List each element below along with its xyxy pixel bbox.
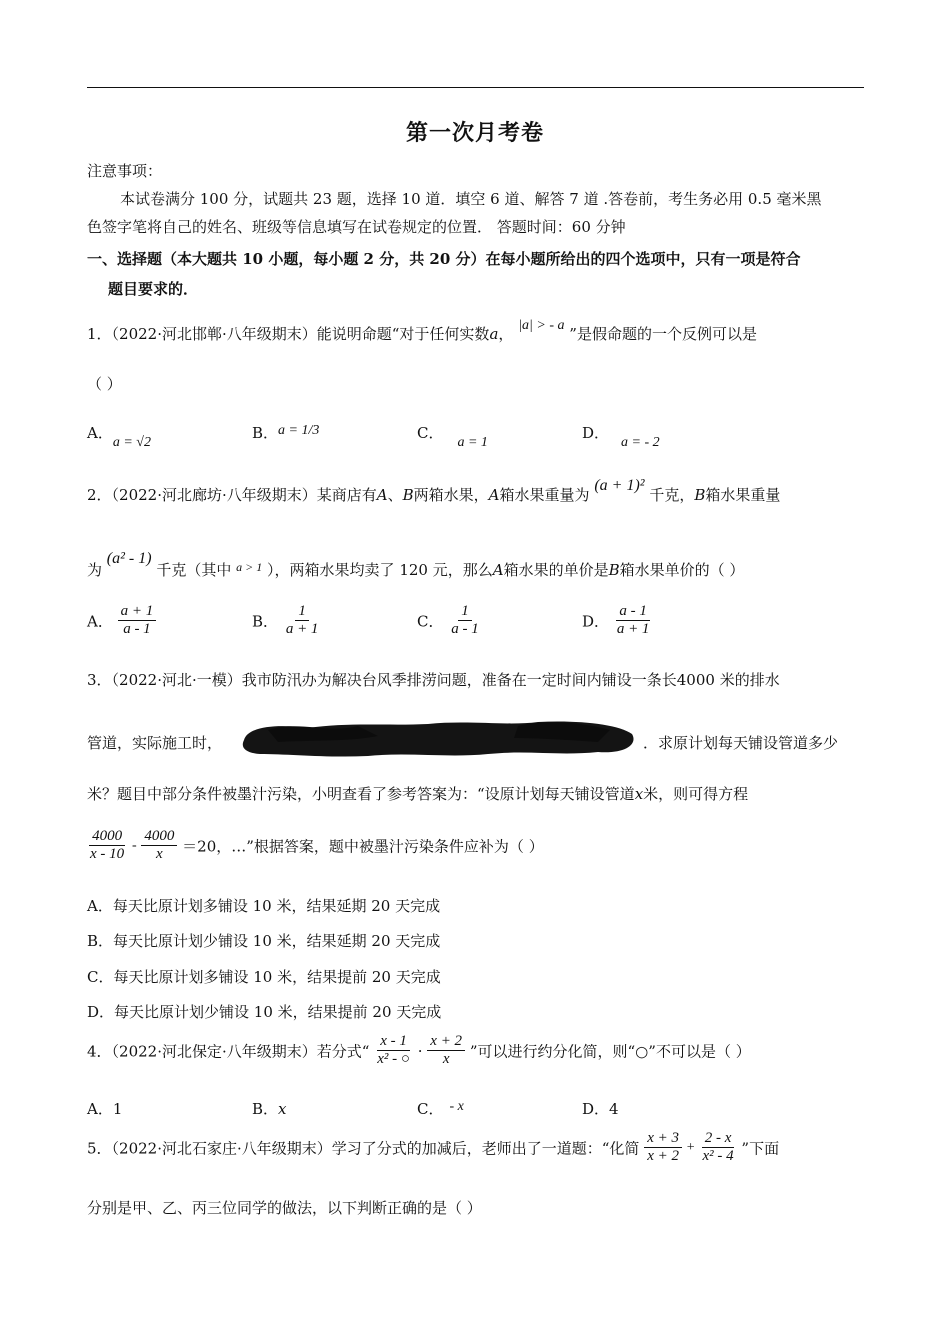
q4-fraction-1: $\frac{x - 1}{\text{x² - ○}}$ xyxy=(377,1033,410,1068)
question-3-stem-line-1: 3．（2022·河北·一模）我市防汛办为解决台风季排涝问题，准备在一定时间内铺设一条长4000 米的排水 xyxy=(87,671,780,689)
q3-option-d: D．每天比原计划少铺设 10 米，结果提前 20 天完成 xyxy=(87,1003,442,1021)
question-2-stem-line-1: 2．（2022·河北廊坊·八年级期末）某商店有A、B两箱水果，A箱水果重量为 (a + 1)² 千克，B箱水果重量 xyxy=(87,477,781,504)
q3-fraction-1: $\frac{4000}{x - 10}$ xyxy=(90,828,125,863)
page-title: 第一次月考卷 xyxy=(405,120,544,146)
q1-option-d: D．a = - 2 xyxy=(582,424,660,450)
q5-fraction-2: $\frac{2 - x}{\text{x² - 4}}$ xyxy=(702,1130,734,1165)
q3-option-a: A．每天比原计划多铺设 10 米，结果延期 20 天完成 xyxy=(87,897,441,915)
section-heading-line-1: 一、选择题（本大题共 10 小题，每小题 2 分，共 20 分）在每小题所给出的四个选项中，只有一项是符合 xyxy=(87,250,801,268)
question-3-stem-line-3: 米？题目中部分条件被墨汁污染，小明查看了参考答案为：“设原计划每天铺设管道x米，则可得方程 xyxy=(87,785,749,803)
ink-stain-image xyxy=(238,716,638,760)
notice-heading: 注意事项： xyxy=(87,162,163,180)
q3-option-c: C．每天比原计划多铺设 10 米，结果提前 20 天完成 xyxy=(87,968,441,986)
q3-option-b: B．每天比原计划少铺设 10 米，结果延期 20 天完成 xyxy=(87,932,441,950)
notice-line-2: 色签字笔将自己的姓名、班级等信息填写在试卷规定的位置． 答题时间：60 分钟 xyxy=(87,218,626,236)
q4-option-d: D．4 xyxy=(582,1100,619,1118)
question-1-stem: 1．（2022·河北邯郸·八年级期末）能说明命题“对于任何实数a， |a| > - a ”是假命题的一个反例可以是 xyxy=(87,318,757,343)
q1-inequality-formula: |a| > - a xyxy=(518,318,565,333)
q4-option-b: B．x xyxy=(252,1100,287,1118)
section-heading-line-2: 题目要求的． xyxy=(108,280,199,298)
q1-option-c: C．a = 1 xyxy=(417,424,488,450)
q2-formula-a: (a + 1)² xyxy=(594,477,645,494)
notice-line-1: 本试卷满分 100 分，试题共 23 题，选择 10 道．填空 6 道、解答 7 道 .答卷前，考生务必用 0.5 毫米黑 xyxy=(120,190,822,208)
question-1-answer-paren: （ ） xyxy=(87,375,122,393)
q2-option-d: D． $\frac{a - 1}{a + 1}$ xyxy=(582,603,650,638)
question-5-stem-line-2: 分别是甲、乙、丙三位同学的做法，以下判断正确的是（ ） xyxy=(87,1199,482,1217)
question-5-stem-line-1: 5．（2022·河北石家庄·八年级期末）学习了分式的加减后，老师出了一道题：“化简 $\frac{x + 3}{x + 2}$ + $\frac{2 - x}{\text{x² - 4}}$ ”下面 xyxy=(87,1130,780,1165)
q5-fraction-1: $\frac{x + 3}{x + 2}$ xyxy=(644,1130,682,1166)
q2-option-c: C． $\frac{1}{a - 1}$ xyxy=(417,603,479,638)
q2-condition: a > 1 xyxy=(236,560,263,574)
q2-option-b: B． $\frac{1}{a + 1}$ xyxy=(252,603,319,638)
q4-option-a: A．1 xyxy=(87,1100,123,1118)
question-3-equation-line: $\frac{4000}{x - 10}$ - $\frac{4000}{x}$ ＝20，…”根据答案，题中被墨汁污染条件应补为（ ） xyxy=(87,828,544,864)
q2-formula-b: (a² - 1) xyxy=(106,550,152,567)
q4-fraction-2: $\frac{x + 2}{x}$ xyxy=(427,1033,465,1069)
q1-option-a: A．a = √2 xyxy=(87,424,151,450)
q3-fraction-2: $\frac{4000}{x}$ xyxy=(141,828,177,864)
question-4-stem: 4．（2022·河北保定·八年级期末）若分式“ $\frac{x - 1}{\text{x² - ○}}$ · $\frac{x + 2}{x}$ ”可以进行约分化简，则“○”不可以是（ ） xyxy=(87,1033,751,1068)
q4-option-c: C． - x xyxy=(417,1099,464,1118)
header-rule xyxy=(87,87,864,88)
q1-option-b: B．a = 1/3 xyxy=(252,423,320,442)
question-2-stem-line-2: 为 (a² - 1) 千克（其中 $^{a > 1}$ ），两箱水果均卖了 120 元，那么A箱水果的单价是B箱水果单价的（ ） xyxy=(87,550,745,579)
question-3-stem-line-2b: ．求原计划每天铺设管道多少 xyxy=(643,734,839,752)
question-3-stem-line-2a: 管道，实际施工时， xyxy=(87,734,223,752)
q2-option-a: A． $\frac{a + 1}{a - 1}$ xyxy=(87,603,156,639)
